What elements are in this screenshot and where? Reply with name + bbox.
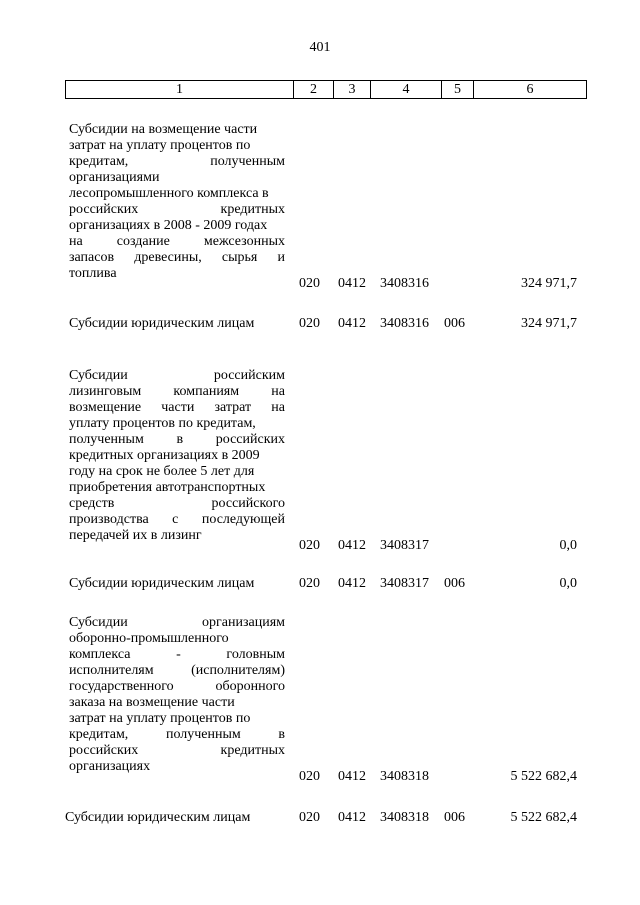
desc-line: организациях в 2008 - 2009 годах	[69, 218, 268, 233]
desc-line: кредитам, полученным в	[69, 727, 285, 742]
desc-line: полученным в российских	[69, 432, 285, 447]
desc-line: приобретения автотранспортных	[69, 480, 266, 495]
desc-line: году на срок не более 5 лет для	[69, 464, 255, 479]
desc-line: комплекса - головным	[69, 647, 285, 662]
desc-line: оборонно-промышленного	[69, 631, 229, 646]
cell-col-4: 3408316	[380, 276, 429, 291]
header-col-3: 3	[334, 81, 371, 98]
row-description	[69, 122, 285, 282]
cell-col-6: 5 522 682,4	[510, 769, 577, 784]
cell-col-6: 324 971,7	[521, 316, 577, 331]
cell-col-4: 3408317	[380, 576, 429, 591]
cell-col-2: 020	[299, 538, 320, 553]
table-row	[65, 316, 587, 336]
desc-line: лизинговым компаниям на	[69, 384, 285, 399]
desc-line: российских кредитных	[69, 743, 285, 758]
cell-col-4: 3408316	[380, 316, 429, 331]
cell-col-4: 3408318	[380, 769, 429, 784]
desc-line: российских кредитных	[69, 202, 285, 217]
cell-col-6: 5 522 682,4	[510, 810, 577, 825]
table-row	[65, 615, 587, 785]
table-row	[65, 810, 587, 830]
desc-line: запасов древесины, сырья и	[69, 250, 285, 265]
row-description	[69, 576, 285, 592]
header-col-6: 6	[526, 82, 534, 97]
row-description	[69, 368, 285, 544]
cell-col-3: 0412	[338, 316, 366, 331]
cell-col-5: 006	[444, 576, 465, 591]
desc-line: Субсидии на возмещение части	[69, 122, 258, 137]
desc-line: Субсидии российским	[69, 368, 285, 383]
row-description	[69, 316, 285, 332]
header-col-5: 5	[442, 81, 474, 98]
desc-line: Субсидии юридическим лицам	[69, 576, 255, 591]
page-number: 401	[309, 40, 331, 55]
cell-col-2: 020	[299, 810, 320, 825]
cell-col-2: 020	[299, 316, 320, 331]
desc-line: затрат на уплату процентов по	[69, 138, 251, 153]
cell-col-4: 3408318	[380, 810, 429, 825]
header-col-4: 4	[371, 81, 442, 98]
cell-col-6: 324 971,7	[521, 276, 577, 291]
cell-col-3: 0412	[338, 810, 366, 825]
desc-line: организациями	[69, 170, 160, 185]
desc-line: Субсидии юридическим лицам	[65, 810, 251, 825]
desc-line: возмещение части затрат на	[69, 400, 285, 415]
row-description	[65, 810, 281, 826]
desc-line: кредитных организациях в 2009	[69, 448, 260, 463]
cell-col-6: 0,0	[559, 538, 577, 553]
desc-line: Субсидии организациям	[69, 615, 285, 630]
desc-line: уплату процентов по кредитам,	[69, 416, 256, 431]
row-description	[69, 615, 285, 775]
desc-line: Субсидии юридическим лицам	[69, 316, 255, 331]
cell-col-5: 006	[444, 810, 465, 825]
cell-col-2: 020	[299, 576, 320, 591]
desc-line: кредитам, полученным	[69, 154, 285, 169]
desc-line: лесопромышленного комплекса в	[69, 186, 269, 201]
cell-col-3: 0412	[338, 769, 366, 784]
cell-col-6: 0,0	[559, 576, 577, 591]
desc-line: организациях	[69, 759, 151, 774]
cell-col-5: 006	[444, 316, 465, 331]
cell-col-3: 0412	[338, 276, 366, 291]
cell-col-3: 0412	[338, 538, 366, 553]
table-row	[65, 368, 587, 553]
desc-line: средств российского	[69, 496, 285, 511]
table-header	[65, 80, 587, 99]
table-row	[65, 576, 587, 596]
desc-line: государственного оборонного	[69, 679, 285, 694]
desc-line: производства с последующей	[69, 512, 285, 527]
desc-line: передачей их в лизинг	[69, 528, 202, 543]
cell-col-2: 020	[299, 276, 320, 291]
header-col-1: 1	[66, 81, 294, 98]
desc-line: топлива	[69, 266, 117, 281]
header-col-2: 2	[294, 81, 334, 98]
desc-line: затрат на уплату процентов по	[69, 711, 251, 726]
desc-line: на создание межсезонных	[69, 234, 285, 249]
desc-line: исполнителям (исполнителям)	[69, 663, 285, 678]
cell-col-4: 3408317	[380, 538, 429, 553]
cell-col-3: 0412	[338, 576, 366, 591]
table-row	[65, 122, 587, 291]
cell-col-2: 020	[299, 769, 320, 784]
desc-line: заказа на возмещение части	[69, 695, 235, 710]
